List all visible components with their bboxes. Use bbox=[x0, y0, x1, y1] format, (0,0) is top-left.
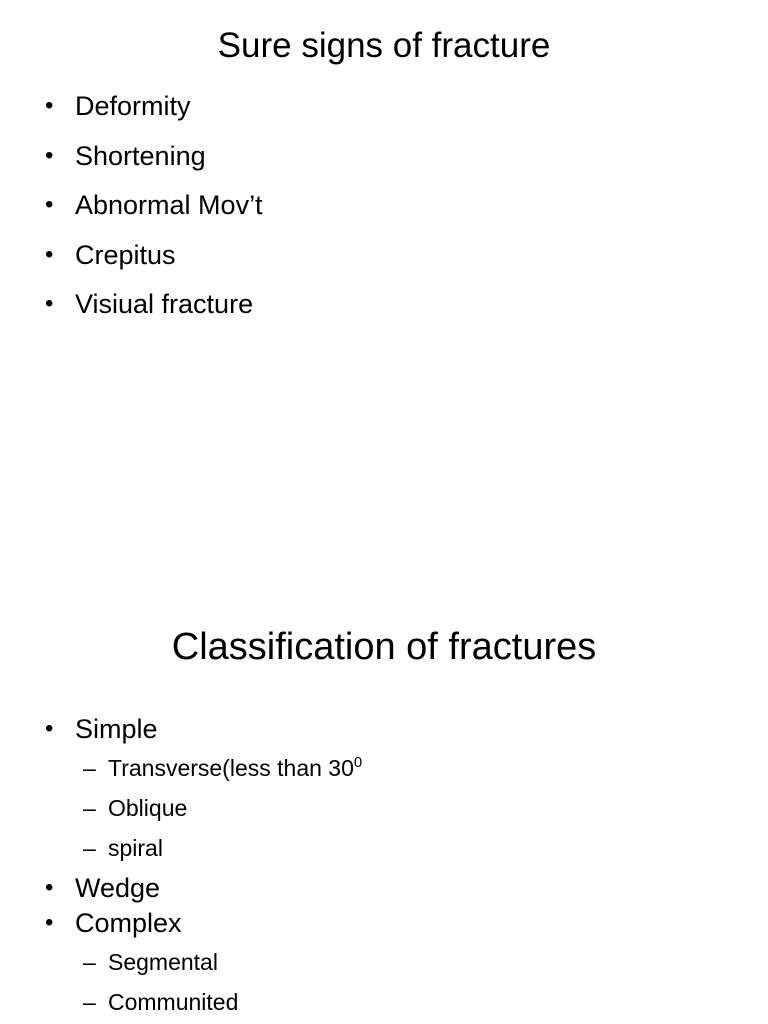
list-item-label: Shortening bbox=[75, 140, 206, 171]
bullet-dot-icon: • bbox=[45, 191, 54, 218]
dash-icon: – bbox=[83, 795, 96, 821]
sub-list-item bbox=[0, 982, 362, 1022]
list-item bbox=[0, 908, 362, 1022]
sub-list-item bbox=[0, 748, 362, 788]
sub-item-label: spiral bbox=[108, 835, 163, 861]
list-item bbox=[0, 190, 263, 220]
sub-list bbox=[0, 748, 362, 868]
dash-icon: – bbox=[83, 755, 96, 781]
list-item bbox=[0, 141, 263, 171]
bullet-dot-icon: • bbox=[45, 290, 54, 317]
list-item-label: Simple bbox=[75, 714, 158, 744]
dash-icon: – bbox=[83, 949, 96, 975]
list-item bbox=[0, 289, 263, 319]
bullet-dot-icon: • bbox=[45, 909, 54, 936]
bullet-dot-icon: • bbox=[45, 141, 54, 169]
bullet-dot-icon: • bbox=[45, 874, 54, 901]
sub-item-label: Oblique bbox=[108, 795, 188, 821]
bullet-list bbox=[0, 91, 263, 339]
sub-list-item bbox=[0, 828, 362, 868]
list-item-label: Deformity bbox=[75, 91, 191, 121]
bullet-dot-icon: • bbox=[45, 92, 54, 119]
sub-list-item bbox=[0, 788, 362, 828]
sub-item-label: Segmental bbox=[108, 949, 218, 975]
list-item-label: Wedge bbox=[75, 873, 161, 903]
dash-icon: – bbox=[83, 835, 96, 861]
list-item-label: Complex bbox=[75, 908, 182, 938]
sub-list-item bbox=[0, 942, 362, 982]
list-item bbox=[0, 240, 263, 270]
list-item bbox=[0, 91, 263, 121]
slide-classification bbox=[0, 576, 768, 1024]
list-item-label: Visiual fracture bbox=[75, 289, 254, 319]
list-item-label: Abnormal Mov’t bbox=[75, 190, 263, 220]
dash-icon: – bbox=[83, 989, 96, 1015]
bullet-list bbox=[0, 714, 362, 1024]
slide-title: Sure signs of fracture bbox=[217, 26, 551, 65]
sub-item-label: Communited bbox=[108, 989, 239, 1015]
list-item bbox=[0, 714, 362, 868]
bullet-dot-icon: • bbox=[45, 240, 54, 268]
list-item-label: Crepitus bbox=[75, 239, 176, 270]
list-item bbox=[0, 873, 362, 903]
slide-title: Classification of fractures bbox=[171, 626, 597, 668]
sub-list bbox=[0, 942, 362, 1022]
bullet-dot-icon: • bbox=[45, 715, 54, 742]
degree-superscript: 0 bbox=[353, 754, 363, 771]
sub-item-label: Transverse(less than 30 bbox=[108, 755, 354, 781]
